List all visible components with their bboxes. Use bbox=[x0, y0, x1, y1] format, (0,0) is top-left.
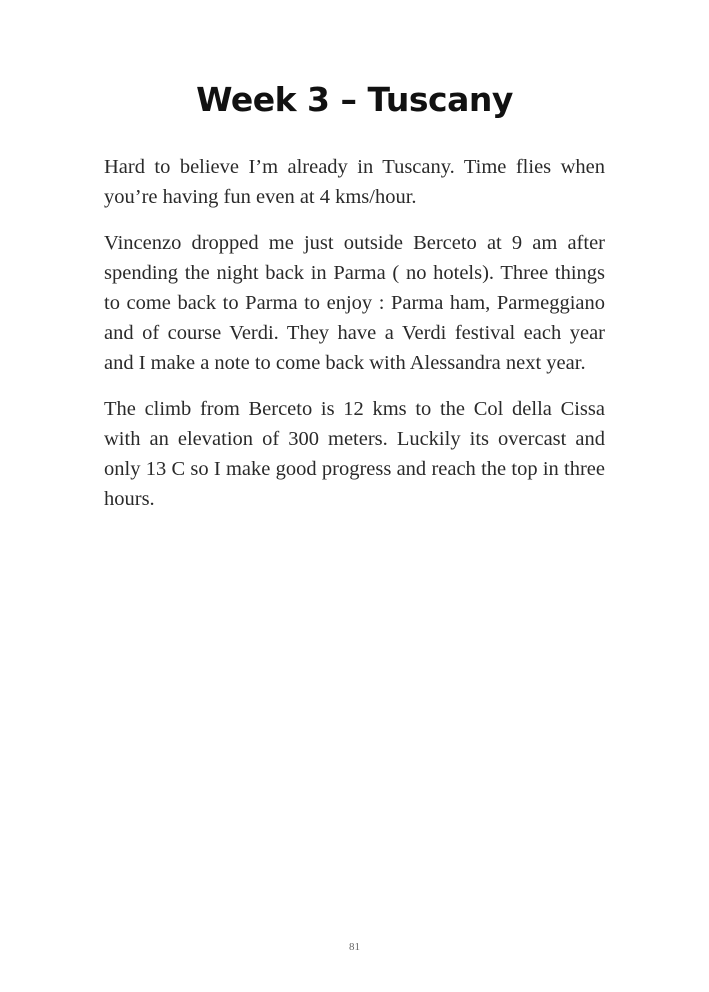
paragraph-3: The climb from Berceto is 12 kms to the Col della Cissa with an elevation of 300 meters. Luckily its overcast and only 13 C so I make good progress and reach the top in three hours. bbox=[104, 398, 605, 510]
body-text bbox=[104, 152, 605, 530]
paragraph-1: Hard to believe I’m already in Tuscany. Time flies when you’re having fun even at 4 kms/hour. bbox=[104, 156, 605, 208]
paragraph-2: Vincenzo dropped me just outside Berceto at 9 am after spending the night back in Parma ( no hotels). Three things to come back to Parma to enjoy : Parma ham, Parmeggiano and of course Verdi. They have a Verdi festival each year and I make a note to come back with Alessandra next year. bbox=[104, 232, 605, 374]
page-title: Week 3 – Tuscany bbox=[196, 80, 513, 119]
page-number: 81 bbox=[349, 941, 360, 953]
